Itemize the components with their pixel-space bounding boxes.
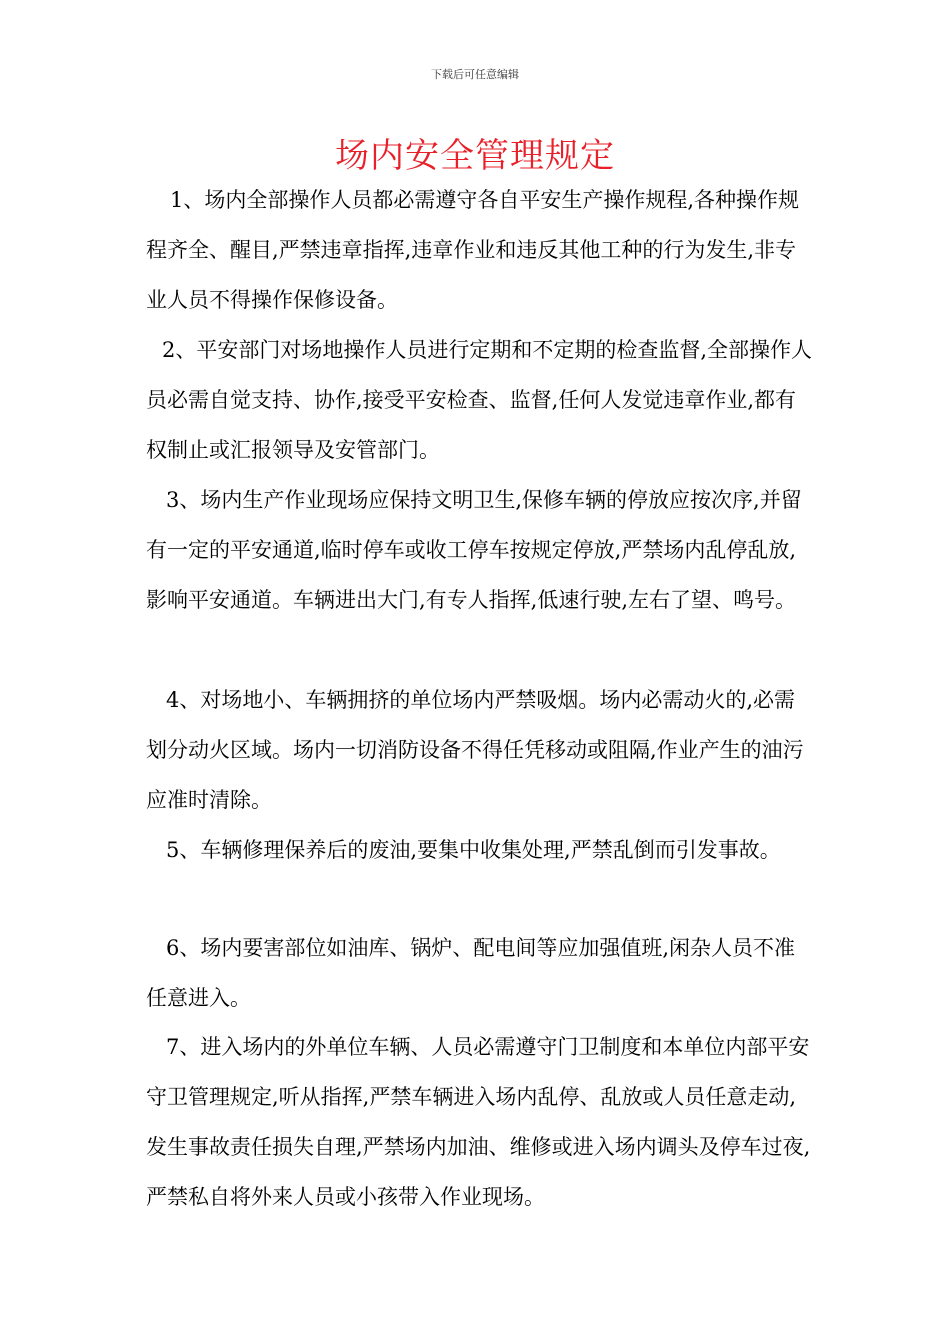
clause-1: 1、场内全部操作人员都必需遵守各自平安生产操作规程,各种操作规程齐全、醒目,严禁违章指挥,违章作业和违反其他工种的行为发生,非专业人员不得操作保修设备。 [146, 188, 800, 312]
document-title: 场内安全管理规定 [335, 136, 615, 176]
clause-3: 3、场内生产作业现场应保持文明卫生,保修车辆的停放应按次序,并留有一定的平安通道,临时停车或收工停车按规定停放,严禁场内乱停乱放,影响平安通道。车辆进出大门,有专人指挥,低速行驶,左右了望、鸣号。 [146, 488, 802, 612]
clause-2: 2、平安部门对场地操作人员进行定期和不定期的检查监督,全部操作人员必需自觉支持、协作,接受平安检查、监督,任何人发觉违章作业,都有权制止或汇报领导及安管部门。 [146, 338, 813, 462]
clause-5: 5、车辆修理保养后的废油,要集中收集处理,严禁乱倒而引发事故。 [166, 838, 781, 862]
header-note: 下载后可任意编辑 [431, 68, 519, 81]
clause-4: 4、对场地小、车辆拥挤的单位场内严禁吸烟。场内必需动火的,必需划分动火区域。场内一切消防设备不得任凭移动或阻隔,作业产生的油污应准时清除。 [146, 688, 804, 812]
clause-6: 6、场内要害部位如油库、锅炉、配电间等应加强值班,闲杂人员不准任意进入。 [146, 936, 796, 1010]
clause-7: 7、进入场内的外单位车辆、人员必需遵守门卫制度和本单位内部平安守卫管理规定,听从指挥,严禁车辆进入场内乱停、乱放或人员任意走动,发生事故责任损失自理,严禁场内加油、维修或进入场内调头及停车过夜,严禁私自将外来人员或小孩带入作业现场。 [146, 1035, 811, 1209]
